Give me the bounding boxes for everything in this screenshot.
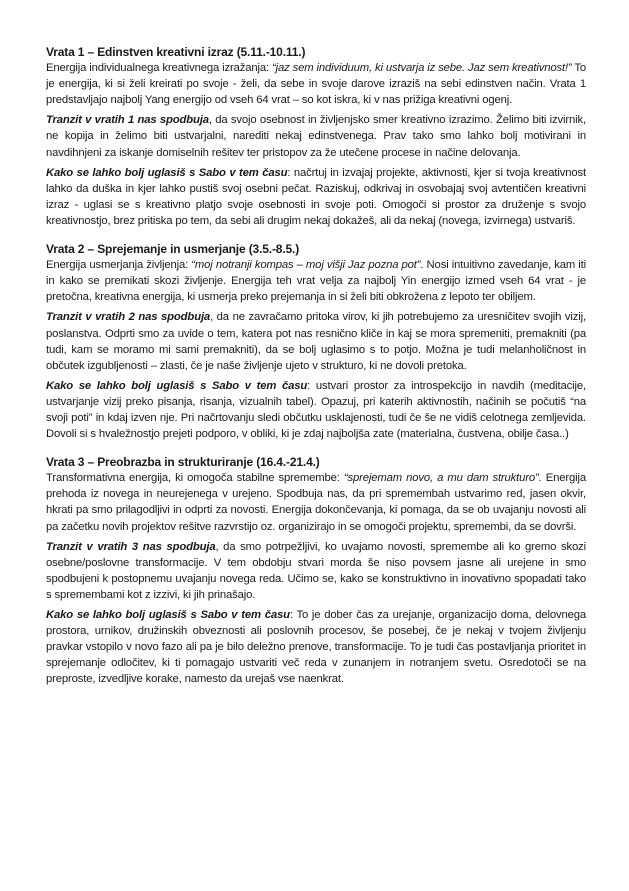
tranzit-paragraph [46,539,586,603]
kako-lead: Kako se lahko bolj uglasiš s Sabo v tem času [46,166,288,179]
intro-quote: “sprejemam novo, a mu dam strukturo” [343,472,539,485]
intro-text: Transformativna energija, ki omogoča stabilne spremembe: [46,472,344,485]
section-vrata-1 [46,44,586,229]
kako-paragraph [46,378,586,442]
tranzit-text: , da svojo osebnost in življenjsko smer kreativno izrazimo. Želimo biti izvirnik, ne kopija in želimo biti ustvarjalni, narediti nekaj edinstvenega. Prav tako smo lahko bolj motivirani in navdihnjeni za iskanje domiselnih rešitev ter pristopov za že utečene procese in načine delovanja. [46,114,586,159]
section-title: Vrata 3 – Preobrazba in strukturiranje (16.4.-21.4.) [46,455,320,470]
kako-paragraph [46,607,586,687]
kako-text: : načrtuj in izvajaj projekte, aktivnosti, kjer si tvoja kreativnost lahko da duška in kjer lahko pustiš svoj osebni pečat. Raziskuj, odkrivaj in osvobajaj svoj avtentičen kreativni izraz - uglasi se s kreativno platjo svoje osebnosti in svoje poti. Omogoči si prostor za druženje s svojo kreativnostjo, brez pritiska po tem, da sebi ali drugim nekaj dokažeš, ali da nekaj (novega, izvirnega) ustvariš. [46,166,586,227]
tranzit-lead: Tranzit v vratih 1 nas spodbuja [46,114,209,127]
section-vrata-3 [46,454,586,687]
section-title: Vrata 2 – Sprejemanje in usmerjanje (3.5.-8.5.) [46,242,300,257]
intro-text-after: To je energija, ki si želi kreirati po svoje - želi, da sebe in svoje darove izraziš na sebi edinstven način. Vrata 1 predstavljajo najbolj Yang energijo od vseh 64 vrat – so kot iskra, ki v nas prižiga kreativni ogenj. [46,62,586,107]
intro-text-after: . Nosi intuitivno zavedanje, kam iti in kako se premikati skozi življenje. Energija teh vrat velja za najbolj Yin energijo izmed vseh 64 vrat - je pretočna, kreativna energija, ki usmerja preko prejemanja in si želi biti obkrožena z lepoto ter obiljem. [46,259,586,304]
tranzit-lead: Tranzit v vratih 2 nas spodbuja [46,311,211,324]
kako-lead: Kako se lahko bolj uglasiš s Sabo v tem času [46,379,308,392]
tranzit-text: , da ne zavračamo pritoka virov, ki jih potrebujemo za uresničitev svojih vizij, poslanstva. Odprti smo za uvide o tem, katera pot nas resnično kliče in kaj se mora spremeniti, premakniti (pa tudi, kam se moramo mi sami premakniti), da se bolj uglasimo s to potjo. Možna je tudi melanholičnost in občutek izgubljenosti – zlasti, če je naše življenje ujeto v strukturo, ki ne dovoli pretoka. [46,311,586,372]
tranzit-lead: Tranzit v vratih 3 nas spodbuja [46,540,216,553]
intro-paragraph [46,257,586,305]
tranzit-text: , da smo potrpežljivi, ko uvajamo novosti, spremembe ali ko gremo skozi osebne/poslovne transformacije. V tem obdobju stvari morda še niso povsem jasne ali urejene in smo spodbujeni k postopnemu uvajanju novega reda. Učimo se, kako se konstruktivno in inovativno spopadati tako s spremembami kot z izzivi, ki jih prinašajo. [46,540,586,601]
kako-text: : To je dober čas za urejanje, organizacijo doma, delovnega prostora, urnikov, družinskih obveznosti ali poslovnih procesov, še posebej, če je nekaj v tvojem življenju pravkar vstopilo v novo fazo ali pa je bilo deležno prenove, transformacije. To je tudi čas postavljanja prioritet in sprejemanje odločitev, ki ti pomagajo ustvariti več reda v zunanjem in notranjem svetu. Osredotoči se na preproste, izvedljive korake, namesto da urejaš vse naenkrat. [46,609,586,686]
kako-text: : ustvari prostor za introspekcijo in navdih (meditacije, ustvarjanje vizij preko pisanja, risanja, vizualnih tabel). Opazuj, pri katerih aktivnostih, načinih se počutiš “na svoji poti” in kdaj izven nje. Pri načrtovanju sledi občutku usklajenosti, tudi če še ne vidiš celotnega zemljevida. Dovoli si s hvaležnostjo prejeti podporo, v obliki, ki je zdaj najboljša zate (materialna, čustvena, obilje časa..) [46,379,587,441]
kako-lead: Kako se lahko bolj uglasiš s Sabo v tem času [46,609,290,621]
section-title: Vrata 1 – Edinstven kreativni izraz (5.11.-10.11.) [46,45,306,59]
intro-text: Energija individualnega kreativnega izražanja: [46,62,272,75]
document-page [46,44,586,699]
intro-text-after: . Energija prehoda iz novega in neurejenega v urejeno. Spodbuja nas, da pri spremembah ustvarimo red, jasen okvir, hkrati pa smo prilagodljivi in odprti za novosti. Energija dokončevanja, ki pomaga, da se ob uvajanju novosti ali pa začetku novih projektov rešitve razvrstijo oz. organizirajo in se omogoči projektu, spremembi, da se dovrši. [46,472,586,533]
tranzit-paragraph [46,112,586,160]
intro-paragraph [46,470,586,534]
tranzit-paragraph [46,309,586,373]
intro-quote: “jaz sem individuum, ki ustvarja iz sebe. Jaz sem kreativnost!” [272,62,572,75]
intro-paragraph [46,60,586,108]
intro-text: Energija usmerjanja življenja: [46,259,192,272]
kako-paragraph [46,165,586,229]
section-vrata-2 [46,241,586,442]
intro-quote: “moj notranji kompas – moj višji Jaz pozna pot” [191,259,421,272]
